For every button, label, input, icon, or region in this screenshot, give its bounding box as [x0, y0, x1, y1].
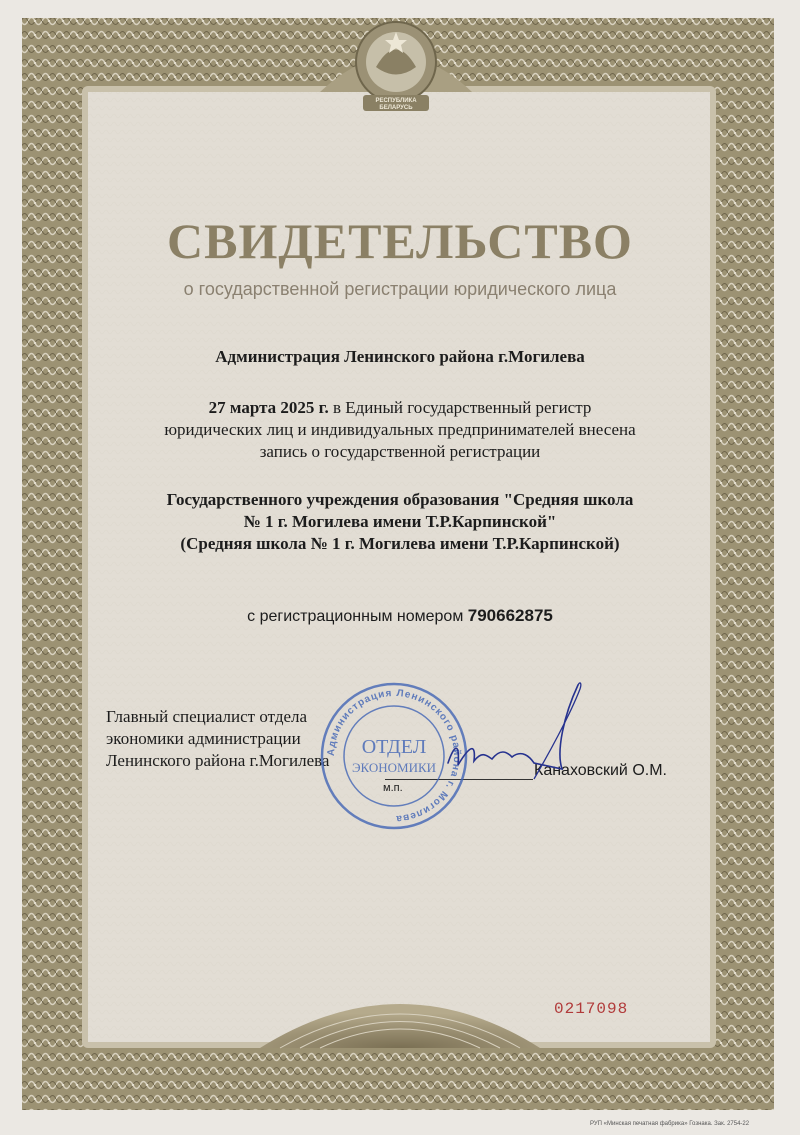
record-text-1: в Единый государственный регистр	[328, 398, 592, 417]
svg-text:БЕЛАРУСЬ: БЕЛАРУСЬ	[379, 105, 413, 111]
record-text-3: запись о государственной регистрации	[259, 442, 541, 461]
seal-place-label: м.п.	[383, 782, 403, 794]
serial-number: 0217098	[554, 1000, 629, 1018]
state-emblem	[341, 12, 451, 117]
entity-line-2: № 1 г. Могилева имени Т.Р.Карпинской"	[243, 512, 557, 531]
svg-text:РЕСПУБЛИКА: РЕСПУБЛИКА	[375, 98, 417, 104]
record-statement	[100, 397, 700, 463]
handwritten-signature	[430, 675, 590, 795]
entity-line-1: Государственного учреждения образования "Средняя школа	[166, 490, 634, 509]
record-text-2: юридических лиц и индивидуальных предпринимателей внесена	[164, 420, 636, 439]
registration-number-line	[0, 606, 800, 626]
entity-line-3: (Средняя школа № 1 г. Могилева имени Т.Р.Карпинской)	[180, 534, 620, 553]
stamp-ring-text: Администрация Ленинского района г. Могилева	[325, 687, 463, 825]
stamp-center-2: ЭКОНОМИКИ	[351, 760, 437, 775]
certificate-subtitle: о государственной регистрации юридического лица	[183, 279, 617, 299]
official-line-3: Ленинского района г.Могилева	[106, 751, 330, 770]
registration-number: 790662875	[467, 606, 553, 625]
record-date: 27 марта 2025 г.	[208, 398, 329, 417]
certificate-title: СВИДЕТЕЛЬСТВО	[167, 213, 633, 269]
reg-prefix: с регистрационным номером	[247, 608, 468, 625]
registered-entity	[90, 489, 710, 555]
signer-name: Канаховский О.М.	[534, 762, 667, 779]
official-line-2: экономики администрации	[106, 729, 301, 748]
printer-note: РУП «Минская печатная фабрика» Гознака. Зак. 2754-22	[590, 1121, 750, 1127]
issuing-authority: Администрация Ленинского района г.Могилева	[215, 347, 585, 366]
official-line-1: Главный специалист отдела	[106, 707, 308, 726]
stamp-center-1: ОТДЕЛ	[361, 736, 427, 758]
